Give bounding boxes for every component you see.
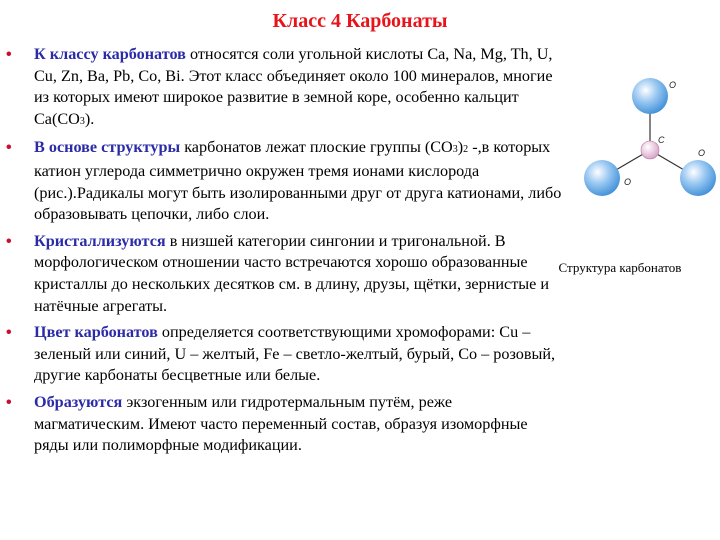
bullet-marker: • <box>6 46 12 63</box>
carbon-atom <box>641 141 659 159</box>
bullet-item <box>6 392 566 457</box>
bullet-item <box>6 322 566 387</box>
bullet-lead: Кристаллизуются <box>34 231 166 250</box>
atom-label-oxygen-left: O <box>624 177 632 187</box>
atom-label-oxygen-top: O <box>669 80 677 90</box>
bullet-marker: • <box>6 393 12 411</box>
bullet-lead: Цвет карбонатов <box>34 323 158 342</box>
bullet-text: в низшей категории сингонии и тригональной. В морфологическом отношении часто встречаются хорошо образованные кристаллы до нескольких десятков см. в длину, друзы, щётки, зернистые и натёчные агрегаты. <box>34 231 550 315</box>
page-title: Класс 4 Карбонаты <box>272 10 448 32</box>
bullet-lead: В основе структуры <box>34 138 181 157</box>
bullet-marker: • <box>6 232 12 250</box>
bullet-item <box>6 137 566 225</box>
bullet-text: экзогенным или гидротермальным путём, реже магматическим. Имеют часто переменный состав, образуя изоморфные ряды или полиморфные модификации. <box>34 392 528 455</box>
bullet-text: относятся соли угольной кислоты Ca, Na, Mg, Th, U, Cu, Zn, Ba, Pb, Co, Bi. Этот класс объединяет около 100 минералов, многие из которых имеют широкое развитие в земной коре, особенно кальцит Ca(CO <box>34 45 553 128</box>
diagram-caption: Структура карбонатов <box>558 260 682 275</box>
bullet-item <box>6 44 566 132</box>
oxygen-atom-left <box>584 160 620 196</box>
bullet-text-mid: ) <box>457 138 464 157</box>
oxygen-atom-top <box>632 78 668 114</box>
oxygen-atom-right <box>680 160 716 196</box>
subscript: 3 <box>79 115 85 127</box>
bullet-list <box>6 44 566 462</box>
bullet-marker: • <box>6 324 12 342</box>
atom-label-carbon: C <box>658 135 665 145</box>
subscript: 3 <box>452 144 458 156</box>
bullet-text: карбонатов лежат плоские группы (CO <box>180 138 453 157</box>
subscript: 2 <box>463 144 469 156</box>
bullet-text-end: -,в которых катион углерода симметрично окружен тремя ионами кислорода (рис.).Радикалы могут быть изолированными друг от друга катионами, либо образовывать цепочки, либо слои. <box>34 138 562 224</box>
bullet-text: определяется соответствующими хромофорами: Cu – зеленый или синий, U – желтый, Fe – светло-желтый, бурый, Co – розовый, другие карбонаты бесцветные или белые. <box>34 323 556 385</box>
bullet-lead: К классу карбонатов <box>34 45 186 63</box>
atom-label-oxygen-right: O <box>698 148 706 158</box>
bullet-lead: Образуются <box>34 392 123 411</box>
bullet-marker: • <box>6 139 12 157</box>
bullet-item <box>6 231 566 317</box>
bullet-text-end: ). <box>84 109 95 128</box>
carbonate-structure-diagram <box>574 70 720 240</box>
